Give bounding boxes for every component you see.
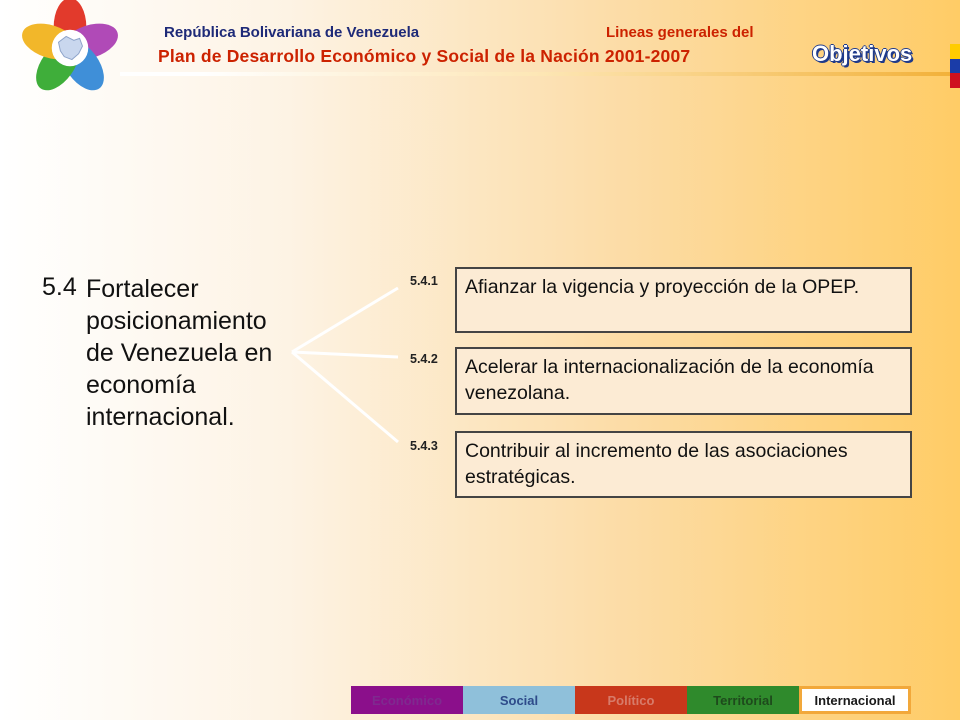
nav-social[interactable]: Social: [463, 686, 575, 714]
section-nav: [351, 686, 911, 714]
republic-label: República Bolivariana de Venezuela: [164, 24, 420, 41]
subobjective-number: 5.4.2: [410, 352, 438, 366]
nav-politico[interactable]: Político: [575, 686, 687, 714]
lineas-label: Lineas generales del: [606, 24, 754, 41]
objective-number: 5.4: [42, 273, 77, 301]
objective-title: Fortalecer posicionamiento de Venezuela en economía internacional.: [86, 275, 273, 431]
subobjective-box: Afianzar la vigencia y proyección de la OPEP.: [455, 267, 912, 333]
plan-title: Plan de Desarrollo Económico y Social de la Nación 2001-2007: [158, 46, 691, 66]
nav-territorial[interactable]: Territorial: [687, 686, 799, 714]
nav-economico[interactable]: Económico: [351, 686, 463, 714]
subobjective-box: Acelerar la internacionalización de la economía venezolana.: [455, 347, 912, 415]
nav-internacional[interactable]: Internacional: [799, 686, 911, 714]
section-badge: Objetivos: [812, 41, 913, 66]
subobjective-number: 5.4.1: [410, 274, 438, 288]
subobjective-number: 5.4.3: [410, 439, 438, 453]
subobjective-box: Contribuir al incremento de las asociaciones estratégicas.: [455, 431, 912, 498]
